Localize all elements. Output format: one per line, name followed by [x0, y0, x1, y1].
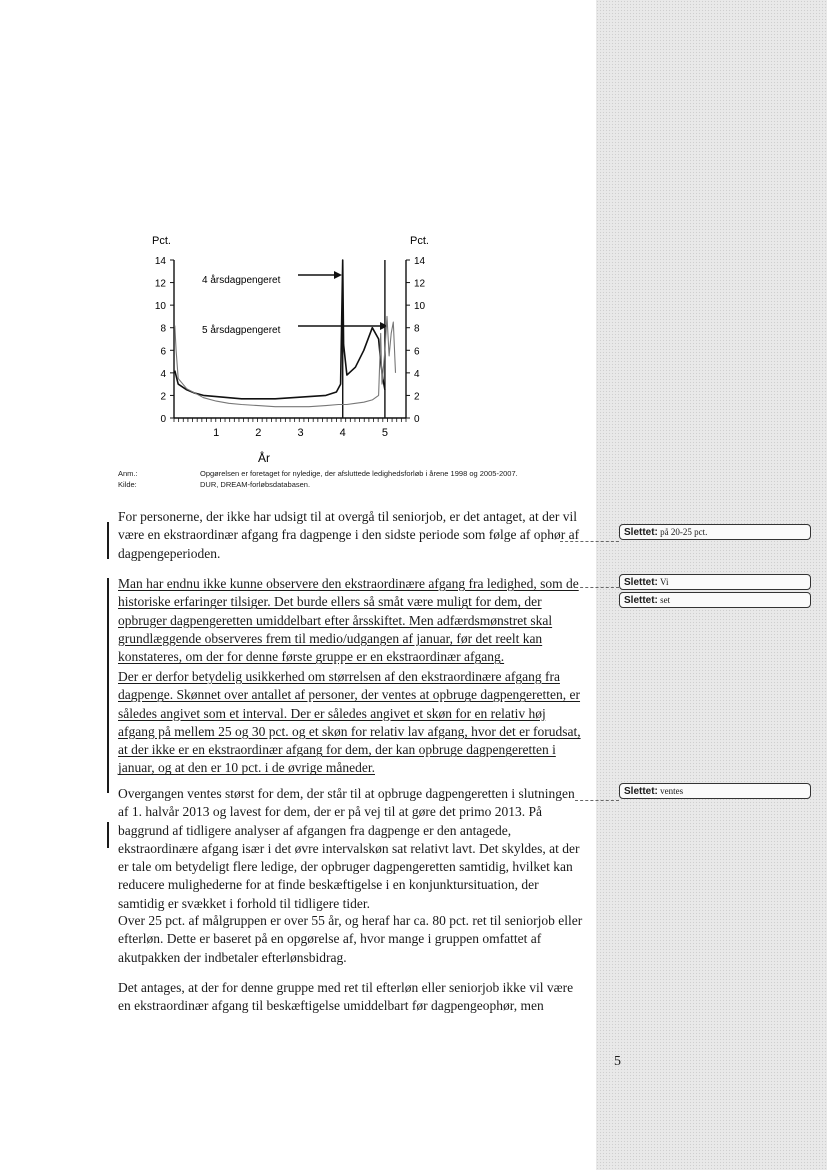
paragraph: Over 25 pct. af målgruppen er over 55 år, og heraf har ca. 80 pct. ret til seniorjob eller efterløn. Dette er baseret på en opgørelse af, hvor mange i gruppen omfattet af akutpakken der indbetaler efterlønsbidrag.	[118, 913, 583, 965]
comment-text: ventes	[660, 786, 684, 796]
y-tick-label-right: 12	[414, 278, 426, 290]
comment-balloon[interactable]	[619, 592, 811, 608]
comment-label: Slettet:	[624, 577, 658, 588]
comment-leader	[575, 800, 619, 801]
x-tick-label: 4	[339, 427, 346, 439]
y-tick-label-right: 4	[414, 368, 420, 380]
comment-label: Slettet:	[624, 527, 658, 538]
y-tick-label-left: 4	[160, 368, 166, 380]
change-bar	[107, 522, 109, 559]
note-text: DUR, DREAM-forløbsdatabasen.	[200, 480, 311, 489]
chart-notes	[118, 468, 598, 490]
x-tick-label: 1	[213, 427, 220, 439]
paragraph: Overgangen ventes størst for dem, der står til at opbruge dagpengeretten i slutningen af 1. halvår 2013 og lavest for dem, der er på vej til at gøre det primo 2013. På baggrund af tidligere analyser af afgangen fra dagpenge er den antagede, ekstraordinære afgang især i det øvre intervalskøn sat relativt lavt. Det skyldes, at der er tale om betydeligt flere ledige, der opbruger dagpengeretten samtidig, hvilket kan reducere mulighederne for at finde beskæftigelse i en konjunktursituation, der samtidig er svækket i forhold til tidligere tider.	[118, 786, 580, 911]
arrow-4-year-head	[334, 271, 342, 279]
y-tick-label-right: 14	[414, 256, 426, 267]
y-tick-label-right: 6	[414, 346, 420, 358]
comment-text: set	[660, 595, 671, 605]
note-row	[118, 468, 598, 479]
comment-text: Vi	[660, 577, 669, 587]
y-tick-label-left: 14	[154, 256, 166, 267]
y-tick-label-right: 8	[414, 323, 420, 335]
paragraph: For personerne, der ikke har udsigt til at overgå til seniorjob, er det antaget, at der vil være en ekstraordinær afgang fra dagpenge i den sidste periode som følge af ophør af dagpengeperioden.	[118, 509, 580, 561]
comment-balloon[interactable]	[619, 574, 811, 590]
note-text: Opgørelsen er foretaget for nyledige, der afsluttede ledighedsforløb i årene 1998 og 2005-2007.	[200, 469, 518, 478]
y-tick-label-right: 10	[414, 301, 426, 313]
page-number: 5	[614, 1054, 621, 1069]
y-tick-label-left: 12	[154, 278, 166, 290]
y-tick-label-right: 2	[414, 391, 420, 403]
note-row	[118, 479, 598, 490]
note-label: Anm.:	[118, 469, 138, 478]
comment-text: på 20-25 pct.	[660, 527, 708, 537]
line-chart	[140, 228, 470, 468]
x-tick-label: 2	[255, 427, 262, 439]
paragraph: Det antages, at der for denne gruppe med ret til efterløn eller seniorjob ikke vil være en ekstraordinær afgang til beskæftigelse umiddelbart før dagpengeophør, men	[118, 980, 574, 1014]
y-tick-label-left: 6	[160, 346, 166, 358]
comment-leader	[575, 587, 619, 588]
paragraph-inserted: Man har endnu ikke kunne observere den ekstraordinære afgang fra ledighed, som de historiske erfaringer tilsiger. Det burde ellers så småt være muligt for dem, der opbruger dagpengeretten umiddelbart efter årsskiftet. Men adfærdsmønstret skal grundlæggende observeres frem til medio/udgangen af januar, før det reelt kan konstateres, om der for denne første gruppe er en ekstraordinær afgang.	[118, 576, 579, 665]
y-left-unit: Pct.	[152, 235, 171, 247]
chart	[140, 228, 470, 468]
comment-balloon[interactable]	[619, 524, 811, 540]
x-axis-label: År	[258, 451, 270, 465]
comment-label: Slettet:	[624, 786, 658, 797]
comment-balloon[interactable]	[619, 783, 811, 799]
y-tick-label-right: 0	[414, 414, 420, 425]
y-tick-label-left: 8	[160, 323, 166, 335]
y-right-unit: Pct.	[410, 235, 429, 247]
change-bar	[107, 822, 109, 848]
y-tick-label-left: 10	[154, 301, 166, 313]
x-tick-label: 5	[381, 427, 388, 439]
y-tick-label-left: 0	[160, 414, 166, 425]
change-bar	[107, 578, 109, 793]
x-tick-label: 3	[297, 427, 304, 439]
paragraph-inserted: Der er derfor betydelig usikkerhed om størrelsen af den ekstraordinære afgang fra dagpenge. Skønnet over antallet af personer, der ventes at opbruge dagpengeretten, er således angivet som et interval. Der er således angivet et skøn for en relativ høj afgang på mellem 25 og 30 pct. og et skøn for relativ lav afgang, hvor det er forudsat, at der ikke er en ekstraordinær afgang for dem, der kan opbruge dagpengeretten i januar, og at den er 10 pct. i de øvrige måneder.	[118, 669, 581, 776]
annotation-4-year: 4 årsdagpengeret	[202, 275, 281, 286]
y-tick-label-left: 2	[160, 391, 166, 403]
annotation-5-year: 5 årsdagpengeret	[202, 325, 281, 336]
note-label: Kilde:	[118, 480, 137, 489]
comment-label: Slettet:	[624, 595, 658, 606]
comment-leader	[560, 541, 619, 542]
